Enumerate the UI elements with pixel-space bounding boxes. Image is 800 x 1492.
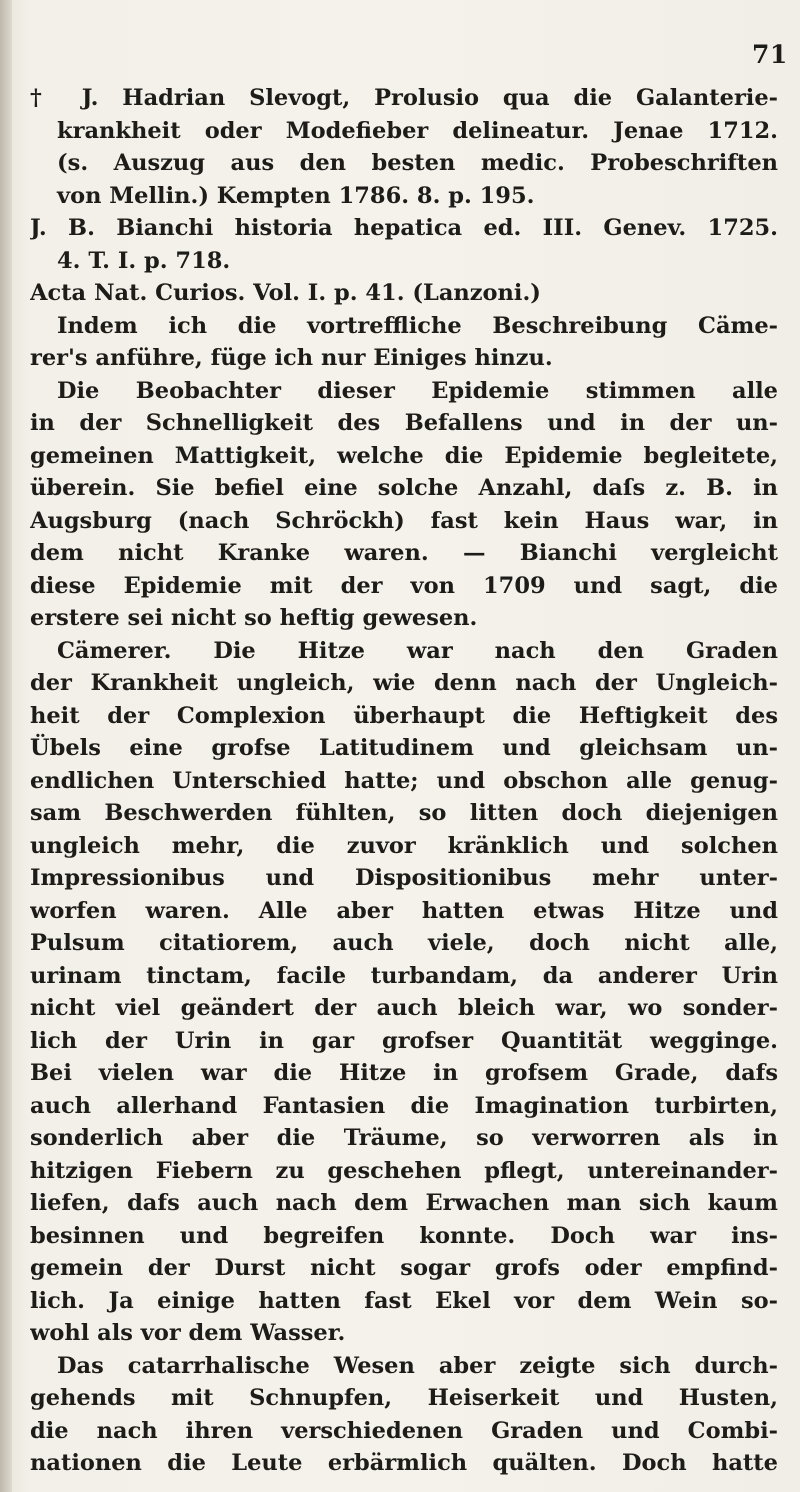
text-line: überein. Sie befiel eine solche Anzahl, daſs z. B. in [30, 475, 778, 501]
text-line: (s. Auszug aus den besten medic. Probeschriften [57, 150, 778, 176]
text-line: worfen waren. Alle aber hatten etwas Hitze und [30, 897, 778, 924]
text-line: liefen, dafs auch nach dem Erwachen man sich kaum [30, 1190, 778, 1216]
text-line: ungleich mehr, die zuvor kränklich und solchen [30, 832, 778, 859]
text-line: Impressionibus und Dispositionibus mehr unter- [30, 865, 778, 891]
text-line: nicht viel geändert der auch bleich war, wo sonder- [30, 995, 778, 1021]
text-line: heit der Complexion überhaupt die Heftigkeit des [30, 702, 778, 729]
text-line: 4. T. I. p. 718. [57, 247, 231, 274]
text-line: der Krankheit ungleich, wie denn nach der Ungleich- [30, 670, 778, 696]
text-line: Bei vielen war die Hitze in grofsem Grade, dafs [30, 1060, 778, 1086]
text-line: Übels eine grofse Latitudinem und gleichsam un- [30, 735, 778, 761]
text-line: Die Beobachter dieser Epidemie stimmen alle [57, 377, 778, 404]
text-line: erstere sei nicht so heftig gewesen. [30, 605, 478, 631]
text-line: hitzigen Fiebern zu geschehen pflegt, untereinander- [30, 1157, 778, 1184]
text-line: von Mellin.) Kempten 1786. 8. p. 195. [57, 182, 535, 209]
page-spine-shadow [0, 0, 12, 1492]
text-line: wohl als vor dem Wasser. [30, 1320, 346, 1346]
text-line: endlichen Unterschied hatte; und obschon alle genug- [30, 767, 778, 794]
text-line: in der Schnelligkeit des Befallens und in der un- [30, 410, 778, 436]
text-line: Cämerer. Die Hitze war nach den Graden [57, 637, 778, 664]
text-line: krankheit oder Modefieber delineatur. Jenae 1712. [57, 117, 778, 144]
text-line: Das catarrhalische Wesen aber zeigte sich durch- [57, 1352, 778, 1379]
text-line: gemein der Durst nicht sogar grofs oder empfind- [30, 1255, 778, 1281]
text-line: besinnen und begreifen konnte. Doch war ins- [30, 1222, 778, 1249]
body-text [30, 82, 778, 1480]
text-line: nationen die Leute erbärmlich quälten. Doch hatte [30, 1450, 778, 1476]
page-number: 71 [752, 40, 788, 69]
text-line: sonderlich aber die Träume, so verworren als in [30, 1125, 778, 1151]
text-line: urinam tinctam, facile turbandam, da anderer Urin [30, 962, 778, 989]
text-line: † J. Hadrian Slevogt, Prolusio qua die Galanterie- [30, 85, 778, 111]
text-line: J. B. Bianchi historia hepatica ed. III. Genev. 1725. [30, 215, 778, 241]
text-line: lich der Urin in gar grofser Quantität wegginge. [30, 1027, 778, 1054]
text-line: diese Epidemie mit der von 1709 und sagt, die [30, 572, 778, 599]
text-line: Augsburg (nach Schröckh) fast kein Haus war, in [30, 507, 778, 534]
text-line: gehends mit Schnupfen, Heiserkeit und Husten, [30, 1385, 778, 1411]
text-line: gemeinen Mattigkeit, welche die Epidemie begleitete, [30, 442, 778, 469]
text-line: Acta Nat. Curios. Vol. I. p. 41. (Lanzoni.) [30, 280, 541, 306]
text-line: Pulsum citatiorem, auch viele, doch nicht alle, [30, 930, 778, 956]
text-line: auch allerhand Fantasien die Imagination turbirten, [30, 1092, 778, 1119]
text-line: dem nicht Kranke waren. — Bianchi vergleicht [30, 540, 778, 566]
text-line: Indem ich die vortreffliche Beschreibung Cäme- [57, 312, 778, 339]
text-line: die nach ihren verschiedenen Graden und Combi- [30, 1417, 778, 1444]
text-line: sam Beschwerden fühlten, so litten doch diejenigen [30, 800, 778, 826]
text-line: rer's anführe, füge ich nur Einiges hinzu. [30, 345, 553, 371]
text-line: lich. Ja einige hatten fast Ekel vor dem Wein so- [30, 1287, 778, 1314]
